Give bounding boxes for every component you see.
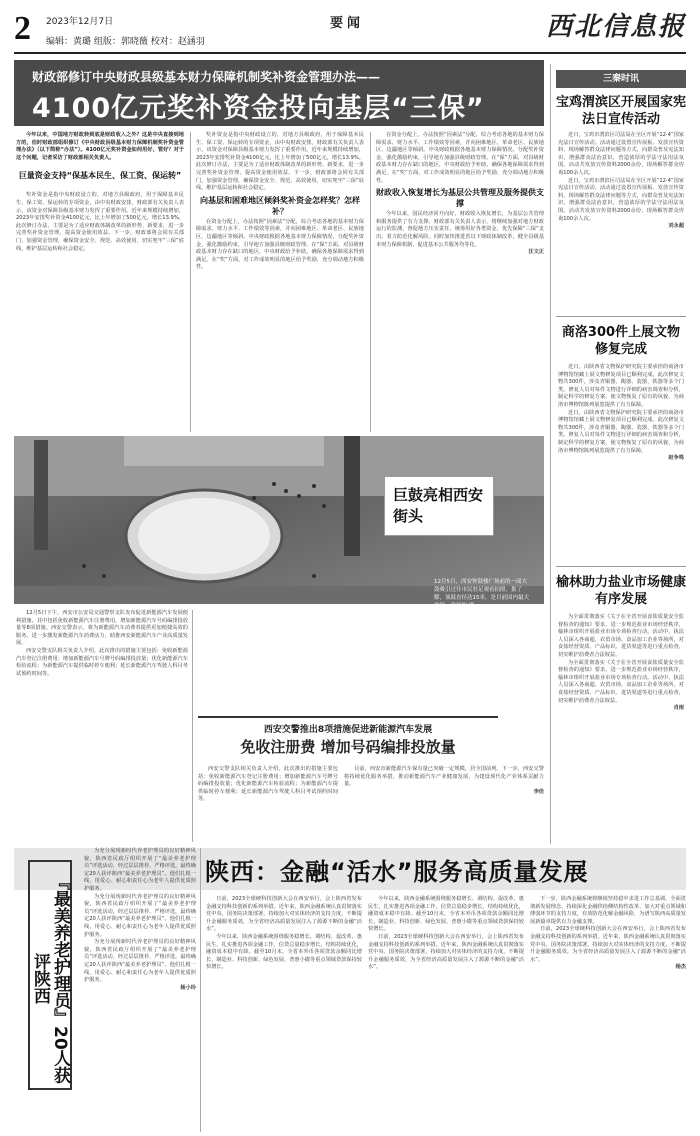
bottom-col-b-continued: 今年以来，陕西金融系统围绕服务稳增长、调结构、促改革、惠民生，扎实推进各项金融工作，信贷总量稳步增长，结构持续优化，融资成本稳中有降。截至10月末，全省本外币各项贷款余额同比增长，制造业、科技创新、绿色发展、普惠小微等重点领域贷款保持较快增长。 xyxy=(368,896,524,933)
paper-logo: 西北信息报 xyxy=(545,12,686,42)
bottom-column-3 xyxy=(530,896,686,1132)
vertical-story-text-more2: 为充分展现新时代养老护理员的良好精神风貌，陕西省民政厅组织开展了“最美养老护理员”评选活动，经过层层推荐、严格评选，最终确定20人获评陕西“最美养老护理员”。他们扎根一线，用爱心、耐心和责任心为老年人提供优质照护服务。 xyxy=(84,939,196,984)
vertical-story-body xyxy=(84,848,196,1132)
photo-caption: 12月5日，西安钟鼓楼广场前的一面大鼓吸引过往市民驻足观看拍照。据了解，该鼓直径达15米，是目前国内最大的鼓。代泽均 摄 xyxy=(434,579,529,609)
bottom-col-b-text: 今年以来，陕西金融系统围绕服务稳增长、调结构、促改革、惠民生，扎实推进各项金融工作，信贷总量稳步增长，结构持续优化，融资成本稳中有降。截至10月末，全省本外币各项贷款余额同比增长，制造业、科技创新、绿色发展、普惠小微等重点领域贷款保持较快增长。 xyxy=(206,933,362,971)
vertical-story-text: 为充分展现新时代养老护理员的良好精神风貌，陕西省民政厅组织开展了“最美养老护理员”评选活动，经过层层推荐、严格评选，最终确定20人获评陕西“最美养老护理员”。他们扎根一线，用爱心、耐心和责任心为老年人提供优质照护服务。 xyxy=(84,848,196,892)
photo-headline: 巨鼓亮相西安街头 xyxy=(393,486,484,525)
column-divider xyxy=(192,610,193,842)
sidebar-story2-headline: 商洛300件上展文物修复完成 xyxy=(561,325,681,357)
story2-column-2 xyxy=(198,766,338,844)
sidebar-story3-headline: 榆林助力盐业市场健康有序发展 xyxy=(556,575,687,607)
issue-date: 2023年12月7日 xyxy=(46,17,114,27)
vertical-story-byline: 杨小玲 xyxy=(180,984,196,991)
lead-col2-continued: 在资金分配上，办法按照“因素法”分配，综合考虑各地的基本财力保障需求、财力水平、工作绩效等因素，并向困难地区、革命老区、民族地区、边疆地区等倾斜。中央财政根据各地基本财力保障情况，分配奖补资金，强化激励约束，引导地方加强县级财政管理。在“保”方面，对县级财政基本财力存在缺口的地区，中央财政给予补助，确保各地保障需求得到满足。在“奖”方面，对工作成效明显的地区给予奖励，充分调动地方积极性。 xyxy=(376,132,544,184)
bottom-column-2 xyxy=(368,896,524,1132)
lead-lede: 今年以来，中国地方财政转到底是财政收入之外？这是中央直接到地方的，但时财政部组织修订《中央财政县级基本财力保障机制奖补资金管理办法》（以下简称“办法”）。4100亿元奖补资金如何用好，管好？对于这个问题，记者采访了财政部相关负责人。 xyxy=(16,132,184,161)
sidebar-story1-text: 近日，宝鸡市渭滨区司法局在全区开展“12·4”国家宪法日宣传活动。活动通过设置宣传展板、发放宣传资料、现场解答群众法律问题等方式，向群众普及宪法知识，增强群众法治意识，营造浓厚的学法守法用法氛围。活动共发放宣传资料2000余份，现场解答群众咨询100余人次。 xyxy=(558,132,684,176)
lead-column-1 xyxy=(16,132,184,432)
lead-headline: 4100亿元奖补资金投向基层“三保” xyxy=(32,93,485,124)
story2-col-b-continued: 西安交警支队相关负责人介绍，此次推出的措施主要包括：免收新能源汽车登记注册费用；增加新能源汽车号牌号码编排投放量；优化新能源汽车检验流程；为新能源汽车提供临时停车便利；延长新能源汽车驾驶人科目考试预约时间等。 xyxy=(198,766,338,803)
lead-column-3 xyxy=(376,132,544,432)
story2-column-1 xyxy=(16,610,188,842)
column-divider xyxy=(200,848,201,1132)
bottom-col-a-continued: 日前，2023全球硬科技创新大会在西安举行，会上陕西省发布金融支持科技创新的系列举措。近年来，陕西金融系统认真贯彻落实党中央、国务院决策部署，持续加大对实体经济的支持力度，不断提升金融服务质效，为全省经济高质量发展注入了源源不断的金融“活水”。 xyxy=(368,933,524,971)
lead-subhead-1: 巨量资金支持“保基本民生、保工资、保运转” xyxy=(18,171,182,181)
sidebar-divider xyxy=(550,64,551,844)
page-number: 2 xyxy=(14,10,31,47)
lead-col3-text: 今年以来，国民经济回升向好，财政收入恢复增长，为基层公共管理和服务提供了有力支撑。财政部有关负责人表示，将继续加强对地方财政运行的监测，督促地方压实责任，统筹用好各类资金，优先保障“三保”支出，着力防范化解风险。同时加快推进省以下财政体制改革，健全县级基本财力保障机制，促进基本公共服务均等化。 xyxy=(376,211,544,248)
bottom-col-c-text: 下一步，陕西金融系统将继续坚持稳中求进工作总基调，全面贯彻新发展理念，持续深化金融供给侧结构性改革，加大对重点领域和薄弱环节的支持力度，有效防范化解金融风险，为谱写陕西高质量发展新篇章提供有力金融支撑。 xyxy=(530,896,686,925)
lead-subhead-3: 财政收入恢复增长为基层公共管理及服务提供支撑 xyxy=(376,188,544,209)
story2-byline: 李佳 xyxy=(533,788,544,795)
photo-headline-box xyxy=(384,476,494,536)
sidebar-story2-text-more: 近日，由陕西省文物保护研究院主要承担的商洛市博物馆馆藏上展文物修复项目已顺利完成。此次修复文物共300件，涉及青铜器、陶器、瓷器、铁器等多个门类。修复人员对每件文物进行详细的病害调查和分析，制定科学的修复方案，使文物恢复了原有的风貌，为商洛市博物馆陈列展览提供了有力保障。 xyxy=(558,409,684,454)
sidebar-story1-body xyxy=(558,132,684,308)
sidebar-story2-body xyxy=(558,364,684,560)
sidebar-story3-text-more: 为全面贯彻落实《关于在全省开展食盐质量安全监督检查的通知》要求，进一步规范盐业市场经营秩序，榆林市组织开展盐业市场专项检查行动。活动中，执法人员深入各商超、农贸市场、食品加工企业等场所，对食盐经营资质、产品标识、进货渠道等进行重点检查，切实维护消费者合法权益。 xyxy=(558,659,684,704)
sidebar-rule xyxy=(556,566,686,567)
bottom-headline: 陕西：金融“活水”服务高质量发展 xyxy=(205,858,589,886)
column-divider xyxy=(370,132,371,432)
staff-credits: 编辑：黄璐 组版：郭晓薇 校对：赵涵羽 xyxy=(46,37,205,47)
lead-subhead-2: 向基层和困难地区倾斜奖补资金怎样奖？怎样补？ xyxy=(200,195,360,216)
sidebar-story3-byline: 肖雨 xyxy=(673,705,684,712)
lead-byline: 汪文正 xyxy=(528,249,544,256)
lead-banner xyxy=(14,60,544,126)
bottom-column-1 xyxy=(206,896,362,1132)
lead-col1-text: 奖补资金是指中央财政设立的，对地方县级政府，用于保障基本民生、保工资、保运转的专项资金，由中央财政安排。财政部有关负责人表示，该资金对保障县级基本财力发挥了重要作用。近年来规模持续增加，2023年安排奖补资金4100亿元，比上年增加了500亿元，增长13.9%。此次修订办法，主要是为了适应财政体制改革的新形势、新要求，进一步完善奖补资金管理，提高资金使用效益。下一步，财政部将会同有关部门，加强资金管理，确保资金安全、规范、高效使用，切实兜牢“三保”底线，维护基层运转和社会稳定。 xyxy=(16,192,184,252)
masthead-rule xyxy=(14,52,686,54)
section-title: 要闻 xyxy=(330,16,365,31)
sidebar-story3-body xyxy=(558,614,684,840)
story2-kicker: 西安交警推出8项措施促进新能源汽车发展 xyxy=(263,725,433,735)
vertical-story-text-more: 为充分展现新时代养老护理员的良好精神风貌，陕西省民政厅组织开展了“最美养老护理员”评选活动，经过层层推荐、严格评选，最终确定20人获评陕西“最美养老护理员”。他们扎根一线，用爱心、耐心和责任心为老年人提供优质照护服务。 xyxy=(84,893,196,938)
bottom-col-a-text: 日前，2023全球硬科技创新大会在西安举行，会上陕西省发布金融支持科技创新的系列举措。近年来，陕西金融系统认真贯彻落实党中央、国务院决策部署，持续加大对实体经济的支持力度，不断提升金融服务质效，为全省经济高质量发展注入了源源不断的金融“活水”。 xyxy=(206,896,362,933)
sidebar-story1-headline: 宝鸡渭滨区开展国家宪法日宣传活动 xyxy=(556,95,687,127)
vertical-headline-box xyxy=(28,860,72,1090)
story2-col-a-text: 12月5日下午，西安市公安局交通警察支队发布促进新能源汽车发展便利措施，其中包括免收新能源汽车注册费用，增加新能源汽车号码编排投放量等8项措施。西安交警表示，将为新能源汽车消费者提供更加便捷高效的服务，进一步激发新能源汽车消费活力，助推西安新能源汽车产业高质量发展。 xyxy=(16,610,188,647)
sidebar-story2-text: 近日，由陕西省文物保护研究院主要承担的商洛市博物馆馆藏上展文物修复项目已顺利完成。此次修复文物共300件，涉及青铜器、陶器、瓷器、铁器等多个门类。修复人员对每件文物进行详细的病害调查和分析，制定科学的修复方案，使文物恢复了原有的风貌，为商洛市博物馆陈列展览提供了有力保障。 xyxy=(558,364,684,408)
story2-col-c-text: 目前，西安市新能源汽车保有量已突破一定规模，居全国前列。下一步，西安交警将持续优化服务举措，推动新能源汽车产业健康发展，为建设现代化产业体系贡献力量。 xyxy=(344,766,544,788)
bottom-col-a-repeat: 日前，2023全球硬科技创新大会在西安举行，会上陕西省发布金融支持科技创新的系列举措。近年来，陕西金融系统认真贯彻落实党中央、国务院决策部署，持续加大对实体经济的支持力度，不断提升金融服务质效，为全省经济高质量发展注入了源源不断的金融“活水”。 xyxy=(530,926,686,963)
news-photo xyxy=(14,436,544,609)
story2-column-3 xyxy=(344,766,544,844)
lead-col1-continued: 奖补资金是指中央财政设立的，对地方县级政府，用于保障基本民生、保工资、保运转的专项资金，由中央财政安排。财政部有关负责人表示，该资金对保障县级基本财力发挥了重要作用。近年来规模持续增加，2023年安排奖补资金4100亿元，比上年增加了500亿元，增长13.9%。此次修订办法，主要是为了适应财政体制改革的新形势、新要求，进一步完善奖补资金管理，提高资金使用效益。下一步，财政部将会同有关部门，加强资金管理，确保资金安全、规范、高效使用，切实兜牢“三保”底线，维护基层运转和社会稳定。 xyxy=(196,132,364,192)
story2-col-b-text: 西安交警支队相关负责人介绍，此次推出的措施主要包括：免收新能源汽车登记注册费用；增加新能源汽车号牌号码编排投放量；优化新能源汽车检验流程；为新能源汽车提供临时停车便利；延长新能源汽车驾驶人科目考试预约时间等。 xyxy=(16,647,188,677)
vertical-headline: 『最美养老护理员』20人获评陕西 xyxy=(30,872,70,1084)
sidebar-rule xyxy=(556,316,686,317)
sidebar-story1-text-more: 近日，宝鸡市渭滨区司法局在全区开展“12·4”国家宪法日宣传活动。活动通过设置宣传展板、发放宣传资料、现场解答群众法律问题等方式，向群众普及宪法知识，增强群众法治意识，营造浓厚的学法守法用法氛围。活动共发放宣传资料2000余份，现场解答群众咨询100余人次。 xyxy=(558,177,684,222)
bottom-byline: 杨杰 xyxy=(675,964,686,971)
masthead xyxy=(0,0,700,62)
sidebar-story2-byline: 赵争鸣 xyxy=(668,455,684,462)
sidebar-story3-text: 为全面贯彻落实《关于在全省开展食盐质量安全监督检查的通知》要求，进一步规范盐业市场经营秩序，榆林市组织开展盐业市场专项检查行动。活动中，执法人员深入各商超、农贸市场、食品加工企业等场所，对食盐经营资质、产品标识、进货渠道等进行重点检查，切实维护消费者合法权益。 xyxy=(558,614,684,658)
lead-col2-text: 在资金分配上，办法按照“因素法”分配，综合考虑各地的基本财力保障需求、财力水平、工作绩效等因素，并向困难地区、革命老区、民族地区、边疆地区等倾斜。中央财政根据各地基本财力保障情况，分配奖补资金，强化激励约束，引导地方加强县级财政管理。在“保”方面，对县级财政基本财力存在缺口的地区，中央财政给予补助，确保各地保障需求得到满足。在“奖”方面，对工作成效明显的地区给予奖励，充分调动地方积极性。 xyxy=(196,218,364,271)
lead-kicker: 财政部修订中央财政县级基本财力保障机制奖补资金管理办法—— xyxy=(32,70,381,84)
sidebar-story1-byline: 刘永超 xyxy=(668,223,684,230)
story2-headline-box xyxy=(198,716,498,760)
column-divider xyxy=(190,132,191,432)
story2-headline: 免收注册费 增加号码编排投放量 xyxy=(240,738,456,756)
sidebar-tag: 三秦时讯 xyxy=(556,70,686,88)
lead-column-2 xyxy=(196,132,364,432)
